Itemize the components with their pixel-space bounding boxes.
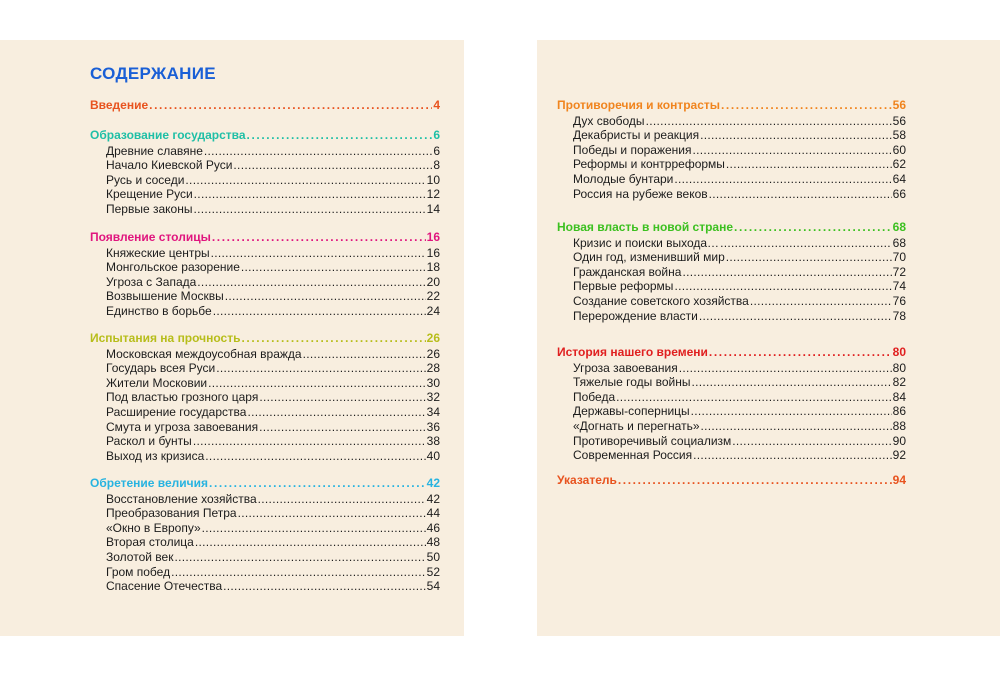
dot-leader: [726, 250, 892, 264]
toc-entry[interactable]: [106, 492, 440, 506]
dot-leader: [212, 230, 426, 244]
toc-entry-page-number: 24: [426, 304, 440, 318]
toc-entry[interactable]: [573, 279, 906, 293]
toc-entry-page-number: 42: [426, 491, 440, 506]
toc-entry-label: Перерождение власти: [573, 308, 698, 323]
dot-leader: [646, 114, 892, 128]
toc-entry[interactable]: [573, 404, 906, 418]
toc-entry-label: Раскол и бунты: [106, 434, 192, 449]
toc-entry[interactable]: [573, 294, 906, 308]
section-heading[interactable]: [90, 476, 440, 490]
toc-entry-label: Выход из кризиса: [106, 448, 205, 463]
toc-entry[interactable]: [106, 449, 440, 463]
dot-leader: [193, 434, 426, 448]
section-heading-page-number: 68: [892, 220, 906, 234]
toc-entry-page-number: 32: [426, 390, 440, 405]
section-heading[interactable]: [90, 98, 440, 112]
toc-entry-label: Русь и соседи: [106, 172, 185, 187]
section-heading-label: Появление столицы: [90, 230, 211, 244]
section-heading-label: Образование государства: [90, 128, 246, 142]
dot-leader: [259, 390, 425, 404]
toc-entry-label: Восстановление хозяйства: [106, 491, 257, 506]
toc-entry[interactable]: [106, 535, 440, 549]
toc-entry-page-number: 72: [892, 264, 906, 279]
toc-entry-label: «Окно в Европу»: [106, 520, 201, 535]
toc-entry-page-number: 16: [426, 245, 440, 260]
toc-entry[interactable]: [106, 304, 440, 318]
toc-entry-page-number: 38: [426, 434, 440, 449]
toc-entry[interactable]: [106, 405, 440, 419]
section-heading[interactable]: [557, 220, 906, 234]
dot-leader: [720, 236, 892, 250]
toc-entry-label: Возвышение Москвы: [106, 289, 224, 304]
toc-entry-page-number: 12: [426, 187, 440, 202]
section-heading[interactable]: [557, 473, 906, 487]
toc-entry[interactable]: [573, 309, 906, 323]
toc-entry-label: Первые реформы: [573, 279, 674, 294]
toc-entry-page-number: 54: [426, 579, 440, 594]
toc-entry-label: Угроза с Запада: [106, 274, 197, 289]
toc-entry[interactable]: [106, 361, 440, 375]
toc-entry-page-number: 70: [892, 250, 906, 265]
toc-entry[interactable]: [573, 143, 906, 157]
toc-entry[interactable]: [106, 550, 440, 564]
section-heading-page-number: 16: [426, 230, 440, 244]
toc-entry-label: Дух свободы: [573, 113, 645, 128]
toc-entry-label: Победа: [573, 389, 616, 404]
toc-entry[interactable]: [106, 289, 440, 303]
toc-entry-label: Державы-соперницы: [573, 404, 690, 419]
toc-entry[interactable]: [573, 128, 906, 142]
toc-entry[interactable]: [573, 448, 906, 462]
dot-leader: [213, 304, 426, 318]
toc-entry-page-number: 82: [892, 375, 906, 390]
toc-entry-label: Древние славяне: [106, 143, 203, 158]
toc-entry-page-number: 40: [426, 448, 440, 463]
toc-entry-page-number: 56: [892, 113, 906, 128]
toc-entry[interactable]: [106, 506, 440, 520]
dot-leader: [205, 449, 425, 463]
dot-leader: [616, 390, 892, 404]
dot-leader: [750, 294, 892, 308]
toc-entry[interactable]: [106, 347, 440, 361]
toc-entry-label: Гражданская война: [573, 264, 682, 279]
toc-entry-page-number: 84: [892, 389, 906, 404]
toc-entry[interactable]: [106, 579, 440, 593]
toc-entry[interactable]: [573, 361, 906, 375]
dot-leader: [303, 347, 426, 361]
toc-entry[interactable]: [573, 114, 906, 128]
dot-leader: [682, 265, 891, 279]
toc-entry[interactable]: [106, 260, 440, 274]
toc-entry[interactable]: [106, 144, 440, 158]
toc-entry[interactable]: [106, 246, 440, 260]
toc-entry-label: Преобразования Петра: [106, 506, 237, 521]
dot-leader: [674, 172, 891, 186]
toc-entry-label: Московская междоусобная вражда: [106, 346, 302, 361]
section-heading-page-number: 80: [892, 345, 906, 359]
dot-leader: [259, 420, 426, 434]
section-heading-page-number: 26: [426, 331, 440, 345]
toc-entry[interactable]: [106, 390, 440, 404]
page-title: СОДЕРЖАНИЕ: [90, 64, 216, 83]
dot-leader: [197, 275, 425, 289]
dot-leader: [171, 565, 426, 579]
toc-entry-label: Россия на рубеже веков: [573, 186, 708, 201]
toc-entry[interactable]: [573, 419, 906, 433]
toc-entry[interactable]: [106, 420, 440, 434]
toc-entry-page-number: 10: [426, 172, 440, 187]
toc-entry-page-number: 60: [892, 142, 906, 157]
section-heading-page-number: 42: [426, 476, 440, 490]
dot-leader: [185, 173, 425, 187]
toc-entry[interactable]: [106, 521, 440, 535]
toc-entry-label: Государь всея Руси: [106, 361, 216, 376]
toc-entry[interactable]: [106, 376, 440, 390]
dot-leader: [238, 506, 426, 520]
dot-leader: [691, 375, 891, 389]
toc-entry-page-number: 86: [892, 404, 906, 419]
toc-entry-page-number: 34: [426, 405, 440, 419]
toc-entry-page-number: 28: [426, 361, 440, 376]
toc-entry-page-number: 44: [426, 506, 440, 521]
toc-entry-label: Кризис и поиски выхода…: [573, 235, 720, 250]
toc-entry-label: Декабристы и реакция: [573, 128, 700, 143]
dot-leader: [194, 187, 426, 201]
dot-leader: [204, 144, 432, 158]
section-heading[interactable]: [90, 230, 440, 244]
toc-entry-page-number: 26: [426, 346, 440, 361]
dot-leader: [691, 404, 892, 418]
section-heading-label: Противоречия и контрасты: [557, 98, 720, 112]
dot-leader: [726, 157, 892, 171]
section-heading-page-number: 4: [433, 98, 440, 112]
toc-entry[interactable]: [573, 375, 906, 389]
section-heading[interactable]: [557, 98, 906, 112]
toc-entry[interactable]: [573, 434, 906, 448]
toc-entry-page-number: 52: [426, 564, 440, 579]
toc-entry-page-number: 88: [892, 419, 906, 433]
dot-leader: [211, 246, 426, 260]
toc-entry-page-number: 64: [892, 172, 906, 186]
toc-entry-page-number: 90: [892, 433, 906, 448]
dot-leader: [709, 345, 892, 359]
toc-entry[interactable]: [106, 565, 440, 579]
dot-leader: [242, 331, 426, 345]
toc-entry-page-number: 74: [892, 279, 906, 294]
toc-entry-label: Победы и поражения: [573, 142, 692, 157]
toc-entry-page-number: 58: [892, 128, 906, 143]
toc-entry[interactable]: [573, 390, 906, 404]
toc-entry-page-number: 30: [426, 375, 440, 390]
toc-entry[interactable]: [573, 157, 906, 171]
toc-entry-page-number: 48: [426, 535, 440, 550]
toc-entry-label: Под властью грозного царя: [106, 390, 259, 405]
toc-entry[interactable]: [106, 434, 440, 448]
dot-leader: [195, 535, 426, 549]
toc-entry-label: Реформы и контрреформы: [573, 157, 725, 172]
toc-entry-label: «Догнать и перегнать»: [573, 419, 700, 433]
toc-entry-label: Начало Киевской Руси: [106, 158, 233, 173]
section-heading[interactable]: [90, 331, 440, 345]
toc-entry-page-number: 36: [426, 419, 440, 434]
dot-leader: [209, 476, 426, 490]
toc-entry[interactable]: [106, 158, 440, 172]
toc-entry-label: Смута и угроза завоевания: [106, 419, 259, 434]
dot-leader: [247, 128, 433, 142]
dot-leader: [223, 579, 425, 593]
toc-entry-page-number: 50: [426, 550, 440, 564]
dot-leader: [693, 448, 892, 462]
section-heading-page-number: 94: [892, 473, 906, 487]
section-heading[interactable]: [557, 345, 906, 359]
dot-leader: [700, 128, 892, 142]
toc-entry-page-number: 62: [892, 157, 906, 172]
toc-entry[interactable]: [573, 250, 906, 264]
toc-entry[interactable]: [106, 173, 440, 187]
dot-leader: [202, 521, 426, 535]
toc-entry-label: Княжеские центры: [106, 245, 210, 260]
toc-entry-page-number: 20: [426, 274, 440, 289]
section-heading-page-number: 56: [892, 98, 906, 112]
section-heading-label: История нашего времени: [557, 345, 708, 359]
toc-entry-page-number: 18: [426, 260, 440, 275]
toc-entry-label: Гром побед: [106, 564, 171, 579]
toc-entry-label: Монгольское разорение: [106, 260, 240, 275]
toc-entry[interactable]: [106, 202, 440, 216]
dot-leader: [193, 202, 425, 216]
section-heading-page-number: 6: [433, 128, 440, 142]
toc-entry-label: Молодые бунтари: [573, 172, 674, 186]
toc-entry-page-number: 6: [433, 143, 440, 158]
toc-entry-label: Золотой век: [106, 550, 174, 564]
dot-leader: [732, 434, 891, 448]
section-heading[interactable]: [90, 128, 440, 142]
toc-entry[interactable]: [573, 265, 906, 279]
toc-entry[interactable]: [106, 275, 440, 289]
toc-entry-label: Один год, изменивший мир: [573, 250, 725, 265]
dot-leader: [721, 98, 892, 112]
toc-entry-label: Первые законы: [106, 202, 193, 216]
toc-entry-page-number: 14: [426, 202, 440, 216]
toc-entry-page-number: 76: [892, 294, 906, 308]
section-heading-label: Испытания на прочность: [90, 331, 241, 345]
dot-leader: [674, 279, 891, 293]
toc-entry[interactable]: [573, 172, 906, 186]
toc-entry-label: Создание советского хозяйства: [573, 294, 749, 308]
section-heading-label: Введение: [90, 98, 149, 112]
toc-entry[interactable]: [573, 236, 906, 250]
dot-leader: [709, 187, 892, 201]
toc-entry[interactable]: [106, 187, 440, 201]
toc-entry-label: Крещение Руси: [106, 187, 193, 202]
section-heading-label: Обретение величия: [90, 476, 209, 490]
dot-leader: [247, 405, 425, 419]
dot-leader: [618, 473, 892, 487]
toc-entry-label: Тяжелые годы войны: [573, 375, 691, 390]
toc-entry-label: Вторая столица: [106, 535, 194, 550]
dot-leader: [233, 158, 432, 172]
dot-leader: [174, 550, 425, 564]
toc-entry-page-number: 8: [433, 158, 440, 173]
toc-entry-page-number: 92: [892, 448, 906, 463]
toc-entry-page-number: 22: [426, 289, 440, 304]
dot-leader: [225, 289, 426, 303]
dot-leader: [149, 98, 432, 112]
dot-leader: [258, 492, 426, 506]
toc-entry-label: Угроза завоевания: [573, 360, 678, 375]
toc-entry-page-number: 46: [426, 520, 440, 535]
dot-leader: [679, 361, 892, 375]
toc-entry-page-number: 66: [892, 186, 906, 201]
dot-leader: [699, 309, 892, 323]
toc-entry-label: Жители Московии: [106, 375, 208, 390]
toc-entry-page-number: 78: [892, 308, 906, 323]
toc-entry[interactable]: [573, 187, 906, 201]
toc-entry-page-number: 80: [892, 360, 906, 375]
dot-leader: [701, 419, 892, 433]
dot-leader: [734, 220, 892, 234]
dot-leader: [693, 143, 892, 157]
dot-leader: [216, 361, 425, 375]
dot-leader: [208, 376, 426, 390]
section-heading-label: Новая власть в новой стране: [557, 220, 734, 234]
toc-entry-page-number: 68: [892, 235, 906, 250]
toc-entry-label: Современная Россия: [573, 448, 693, 463]
toc-entry-label: Единство в борьбе: [106, 304, 212, 318]
toc-entry-label: Противоречивый социализм: [573, 433, 732, 448]
dot-leader: [241, 260, 426, 274]
section-heading-label: Указатель: [557, 473, 617, 487]
toc-entry-label: Расширение государства: [106, 405, 247, 419]
toc-entry-label: Спасение Отечества: [106, 579, 223, 594]
